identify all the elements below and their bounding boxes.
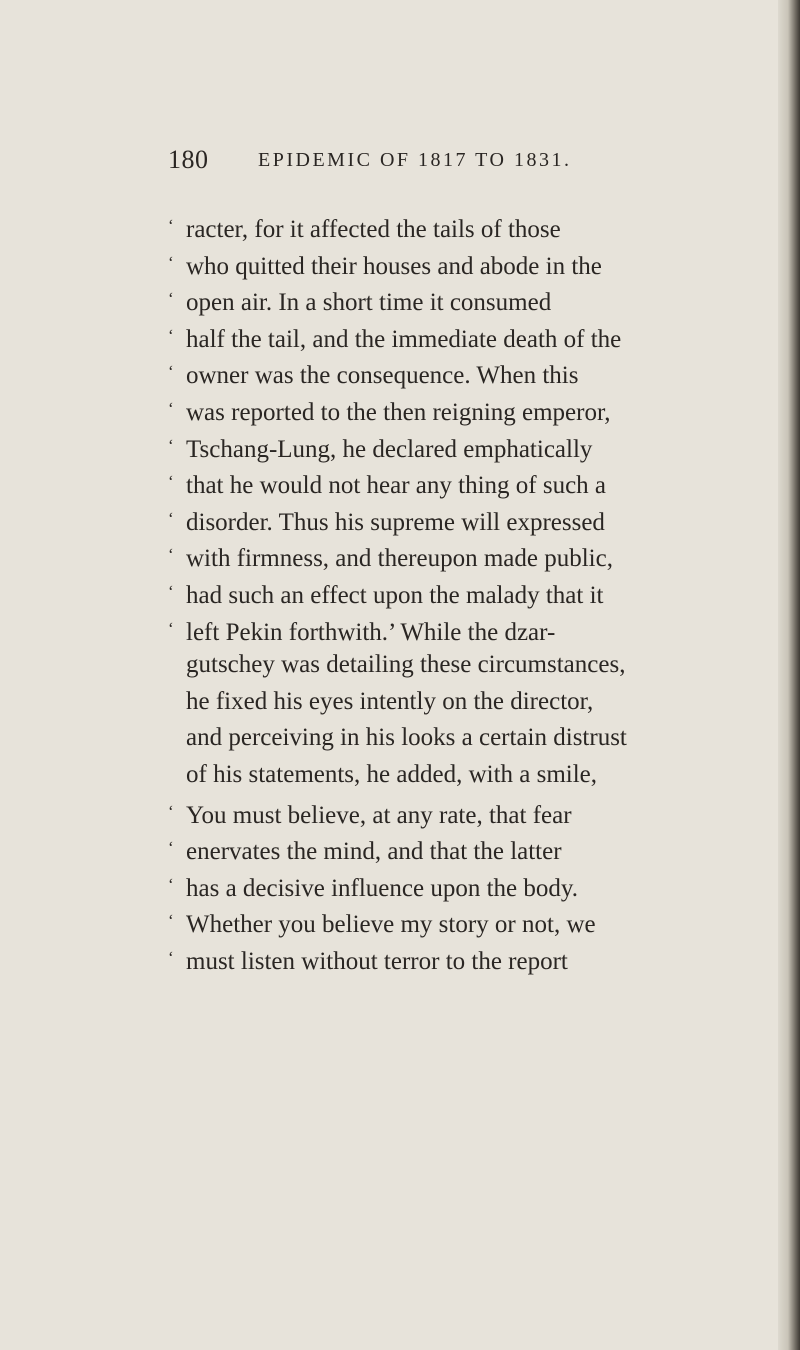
page-number: 180 (168, 145, 209, 174)
text-line (168, 281, 738, 318)
line-text: You must believe, at any rate, that fear (186, 801, 572, 829)
opening-quote-mark: ‘ (168, 216, 174, 235)
line-text: half the tail, and the immediate death of the (186, 325, 622, 353)
opening-quote-mark: ‘ (168, 289, 174, 309)
text-line (168, 208, 738, 245)
running-title: EPIDEMIC OF 1817 TO 1831. (258, 149, 572, 171)
text-line (168, 720, 738, 757)
line-text: open air. In a short time it consumed (186, 289, 552, 317)
line-text: enervates the mind, and that the latter (186, 838, 562, 866)
opening-quote-mark: ‘ (168, 435, 174, 455)
opening-quote-mark: ‘ (168, 325, 174, 345)
text-line (168, 867, 738, 904)
text-line (168, 354, 738, 391)
line-text: has a decisive influence upon the body. (186, 874, 579, 902)
line-text: he fixed his eyes intently on the director, (186, 687, 594, 715)
line-text: who quitted their houses and abode in the (186, 252, 602, 280)
opening-quote-mark: ‘ (168, 618, 174, 638)
text-line (168, 830, 738, 867)
text-line (168, 757, 738, 794)
text-line (168, 794, 738, 831)
opening-quote-mark: ‘ (168, 911, 174, 931)
line-text: left Pekin forthwith.’ While the dzar- (186, 618, 556, 646)
text-line (168, 464, 738, 501)
text-line (168, 501, 738, 538)
opening-quote-mark: ‘ (168, 838, 174, 858)
text-line (168, 903, 738, 940)
line-text: racter, for it affected the tails of those (186, 216, 561, 243)
opening-quote-mark: ‘ (168, 362, 174, 382)
body-text (168, 208, 738, 976)
line-text: Tschang-Lung, he declared emphatically (186, 435, 593, 463)
text-line (168, 318, 738, 355)
text-line (168, 391, 738, 428)
line-text: had such an effect upon the malady that it (186, 581, 604, 609)
opening-quote-mark: ‘ (168, 398, 174, 418)
text-line (168, 647, 738, 684)
line-text: Whether you believe my story or not, we (186, 911, 596, 939)
line-text: of his statements, he added, with a smile, (186, 760, 598, 788)
opening-quote-mark: ‘ (168, 508, 174, 528)
line-text: with firmness, and thereupon made public, (186, 545, 613, 573)
line-text: was reported to the then reigning emperor, (186, 398, 611, 426)
text-line (168, 940, 738, 977)
text-line (168, 245, 738, 282)
text-line (168, 684, 738, 721)
line-text: disorder. Thus his supreme will expressed (186, 508, 605, 536)
opening-quote-mark: ‘ (168, 947, 174, 967)
text-line (168, 574, 738, 611)
line-text: gutschey was detailing these circumstances, (186, 651, 626, 679)
opening-quote-mark: ‘ (168, 472, 174, 492)
page-edge-shadow (778, 0, 800, 1350)
page-header (168, 145, 728, 181)
opening-quote-mark: ‘ (168, 801, 174, 821)
opening-quote-mark: ‘ (168, 874, 174, 894)
text-line (168, 611, 738, 648)
opening-quote-mark: ‘ (168, 252, 174, 272)
opening-quote-mark: ‘ (168, 581, 174, 601)
text-line (168, 537, 738, 574)
line-text: must listen without terror to the report (186, 947, 568, 975)
opening-quote-mark: ‘ (168, 545, 174, 565)
text-line (168, 428, 738, 465)
line-text: and perceiving in his looks a certain distrust (186, 724, 627, 752)
line-text: owner was the consequence. When this (186, 362, 579, 390)
line-text: that he would not hear any thing of such a (186, 472, 607, 500)
